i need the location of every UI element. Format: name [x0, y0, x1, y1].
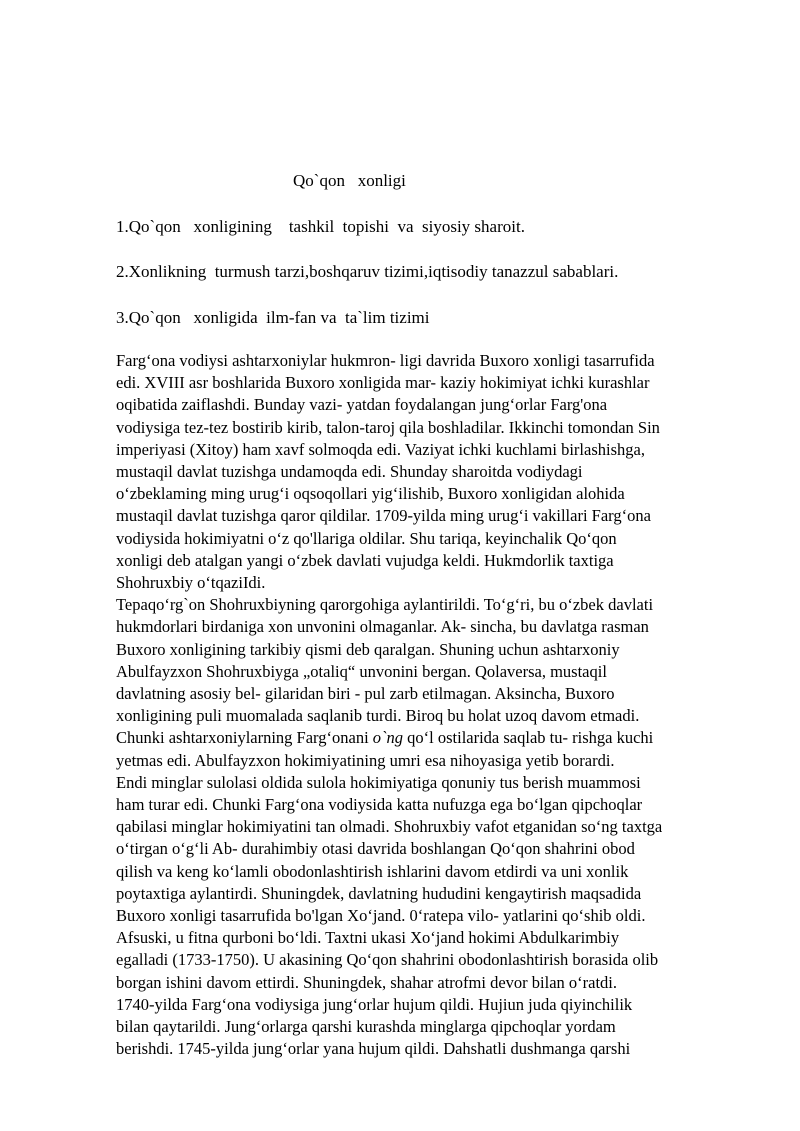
body-line: qabilasi minglar hokimiyatini tan olmadi. Shohruxbiy vafot etganidan so‘ng taxtga	[116, 817, 663, 837]
body-line: bilan qaytarildi. Jung‘orlarga qarshi kurashda minglarga qipchoqlar yordam	[116, 1017, 616, 1037]
body-line: hukmdorlari birdaniga xon unvonini olmaganlar. Ak- sincha, bu davlatga rasman	[116, 617, 649, 637]
body-line: yetmas edi. Abulfayzxon hokimiyatining umri esa nihoyasiga yetib borardi.	[116, 750, 615, 770]
body-line: Endi minglar sulolasi oldida sulola hokimiyatiga qonuniy tus berish muammosi	[116, 772, 641, 792]
body-line: Afsuski, u fitna qurboni bo‘ldi. Taxtni ukasi Xo‘jand hokimi Abdulkarimbiy	[116, 928, 620, 948]
body-line-part: qo‘l ostilarida saqlab tu- rishga kuchi	[403, 728, 654, 748]
body-line: poytaxtiga aylantirdi. Shuningdek, davlatning hududini kengaytirish maqsadida	[116, 883, 642, 903]
body-line: vodiysiga tez-tez bostirib kirib, talon-taroj qila boshladilar. Ikkinchi tomondan Sin	[116, 417, 660, 437]
body-line: Tepaqo‘rg`on Shohruxbiyning qarorgohiga aylantirildi. To‘g‘ri, bu o‘zbek davlati	[116, 595, 654, 615]
body-line-part: Chunki ashtarxoniylarning Farg‘onani	[116, 728, 373, 748]
body-line: ham turar edi. Chunki Farg‘ona vodiysida katta nufuzga ega bo‘lgan qipchoqlar	[116, 795, 643, 815]
body-line	[116, 727, 746, 749]
body-line: o‘tirgan o‘g‘li Ab- durahimbiy otasi davrida boshlangan Qo‘qon shahrini obod	[116, 839, 635, 859]
body-line: Buxoro xonligining tarkibiy qismi deb qaralgan. Shuning uchun ashtarxoniy	[116, 639, 620, 659]
body-text	[116, 350, 746, 1061]
body-line: Farg‘ona vodiysi ashtarxoniylar hukmron- ligi davrida Buxoro xonligi tasarrufida	[116, 351, 655, 370]
outline-item-1: 1.Qo`qon xonligining tashkil topishi va siyosiy sharoit.	[116, 217, 525, 236]
body-line: xonligining puli muomalada saqlanib turdi. Biroq bu holat uzoq davom etmadi.	[116, 706, 640, 726]
body-line: berishdi. 1745-yilda jung‘orlar yana hujum qildi. Dahshatli dushmanga qarshi	[116, 1039, 631, 1059]
body-line: egalladi (1733-1750). U akasining Qo‘qon shahrini obodonlashtirish borasida olib	[116, 950, 659, 970]
body-line: imperiyasi (Xitoy) ham xavf solmoqda edi. Vaziyat ichki kuchlami birlashishga,	[116, 439, 645, 459]
body-line: 1740-yilda Farg‘ona vodiysiga jung‘orlar hujum qildi. Hujiun juda qiyinchilik	[116, 994, 633, 1014]
body-line: edi. XVIII asr boshlarida Buxoro xonligida mar- kaziy hokimiyat ichki kurashlar	[116, 373, 650, 393]
italic-term: o`ng	[372, 728, 404, 748]
body-line: Abulfayzxon Shohruxbiyga „otaliq“ unvonini bergan. Qolaversa, mustaqil	[116, 661, 607, 681]
body-line: Buxoro xonligi tasarrufida bo'lgan Xo‘jand. 0‘ratepa vilo- yatlarini qo‘shib oldi.	[116, 906, 646, 926]
outline-item-3: 3.Qo`qon xonligida ilm-fan va ta`lim tizimi	[116, 308, 430, 327]
body-line: Shohruxbiy o‘tqaziIdi.	[116, 573, 266, 593]
body-line: qilish va keng ko‘lamli obodonlashtirish ishlarini davom etdirdi va uni xonlik	[116, 861, 629, 881]
body-line: vodiysida hokimiyatni o‘z qo'llariga oldilar. Shu tariqa, keyinchalik Qo‘qon	[116, 528, 617, 548]
body-line: mustaqil davlat tuzishga qaror qildilar. 1709-yilda ming urug‘i vakillari Farg‘ona	[116, 506, 651, 526]
outline-item-2: 2.Xonlikning turmush tarzi,boshqaruv tizimi,iqtisodiy tanazzul sabablari.	[116, 262, 619, 281]
body-line: davlatning asosiy bel- gilaridan biri - pul zarb etilmagan. Aksincha, Buxoro	[116, 684, 615, 704]
body-line: xonligi deb atalgan yangi o‘zbek davlati vujudga keldi. Hukmdorlik taxtiga	[116, 550, 614, 570]
body-line: borgan ishini davom ettirdi. Shuningdek, shahar atrofmi devor bilan o‘ratdi.	[116, 972, 618, 992]
body-line: o‘zbeklaming ming urug‘i oqsoqollari yig‘ilishib, Buxoro xonligidan alohida	[116, 484, 625, 504]
document-title: Qo`qon xonligi	[293, 171, 406, 190]
body-line: oqibatida zaiflashdi. Bunday vazi- yatdan foydalangan jung‘orlar Farg'ona	[116, 395, 608, 415]
body-line: mustaqil davlat tuzishga undamoqda edi. Shunday sharoitda vodiydagi	[116, 462, 583, 482]
